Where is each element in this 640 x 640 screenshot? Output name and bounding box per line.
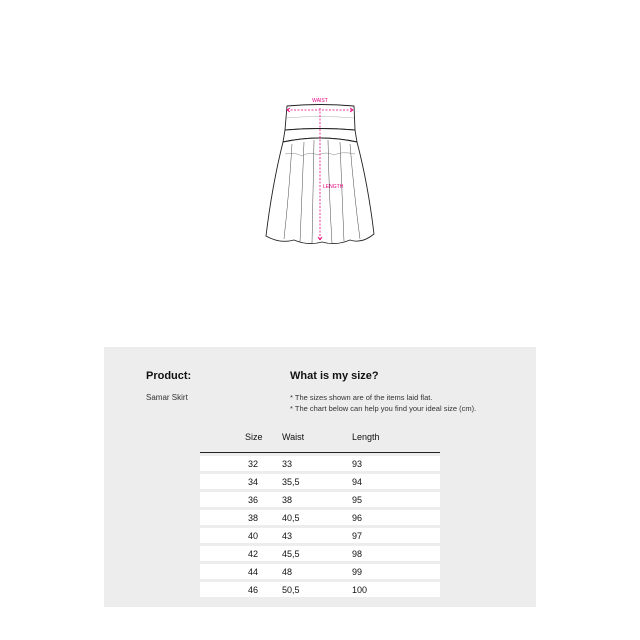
cell-size: 32 bbox=[248, 458, 259, 469]
cell-size: 38 bbox=[248, 512, 259, 523]
cell-length: 94 bbox=[352, 476, 363, 487]
cell-waist: 35,5 bbox=[282, 476, 300, 487]
cell-waist: 45,5 bbox=[282, 548, 300, 559]
table-row bbox=[200, 510, 440, 525]
cell-size: 34 bbox=[248, 476, 259, 487]
size-guide-panel bbox=[104, 347, 536, 607]
size-note-chart: * The chart below can help you find your ideal size (cm). bbox=[290, 404, 477, 413]
cell-waist: 43 bbox=[282, 530, 293, 541]
table-row bbox=[200, 492, 440, 507]
cell-waist: 38 bbox=[282, 494, 293, 505]
cell-size: 44 bbox=[248, 566, 259, 577]
cell-waist: 50,5 bbox=[282, 584, 300, 595]
header-length: Length bbox=[352, 432, 380, 442]
length-label: LENGTH bbox=[323, 184, 344, 190]
table-row bbox=[200, 582, 440, 597]
header-waist: Waist bbox=[282, 432, 305, 442]
table-row bbox=[200, 474, 440, 489]
size-table-header bbox=[200, 432, 440, 453]
cell-size: 46 bbox=[248, 584, 259, 595]
product-heading: Product: bbox=[146, 370, 192, 382]
cell-size: 36 bbox=[248, 494, 259, 505]
size-note-flat: * The sizes shown are of the items laid flat. bbox=[290, 393, 433, 402]
product-name: Samar Skirt bbox=[146, 393, 188, 402]
table-row bbox=[200, 456, 440, 471]
cell-length: 93 bbox=[352, 458, 363, 469]
skirt-sketch bbox=[262, 94, 378, 254]
table-row bbox=[200, 528, 440, 543]
cell-length: 98 bbox=[352, 548, 363, 559]
header-size: Size bbox=[245, 432, 263, 442]
cell-size: 42 bbox=[248, 548, 259, 559]
waist-label: WAIST bbox=[312, 98, 328, 104]
size-table bbox=[200, 432, 440, 597]
cell-waist: 33 bbox=[282, 458, 293, 469]
table-row bbox=[200, 564, 440, 579]
size-heading: What is my size? bbox=[290, 370, 379, 382]
cell-length: 95 bbox=[352, 494, 363, 505]
table-row bbox=[200, 546, 440, 561]
cell-length: 97 bbox=[352, 530, 363, 541]
cell-size: 40 bbox=[248, 530, 259, 541]
cell-waist: 40,5 bbox=[282, 512, 300, 523]
cell-length: 99 bbox=[352, 566, 363, 577]
cell-length: 100 bbox=[352, 584, 368, 595]
cell-waist: 48 bbox=[282, 566, 293, 577]
cell-length: 96 bbox=[352, 512, 363, 523]
